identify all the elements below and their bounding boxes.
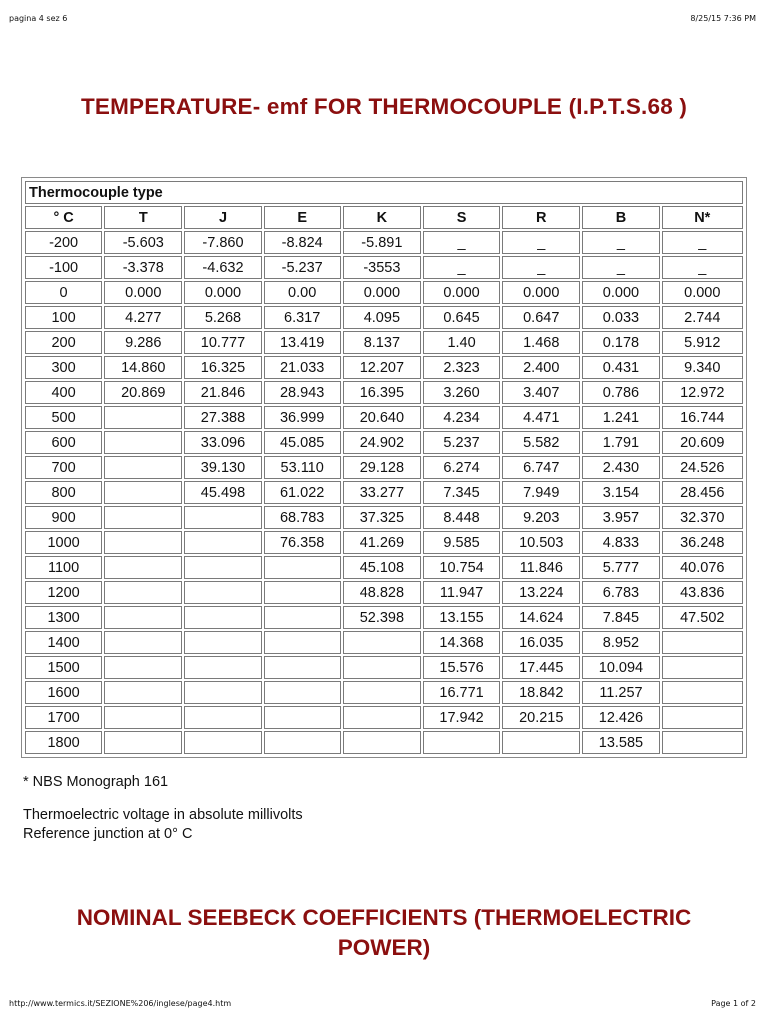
emf-cell: _: [502, 231, 580, 254]
emf-cell: 17.942: [423, 706, 500, 729]
emf-cell: -7.860: [184, 231, 261, 254]
emf-cell: 0.000: [582, 281, 659, 304]
emf-cell: [343, 706, 421, 729]
emf-cell: [184, 556, 261, 579]
emf-cell: 6.274: [423, 456, 500, 479]
emf-cell: 0.00: [264, 281, 341, 304]
temperature-cell: 400: [25, 381, 102, 404]
emf-cell: 33.096: [184, 431, 261, 454]
emf-cell: -5.891: [343, 231, 421, 254]
table-row: [25, 656, 743, 679]
temperature-cell: -100: [25, 256, 102, 279]
column-header: N*: [662, 206, 743, 229]
emf-cell: 40.076: [662, 556, 743, 579]
emf-cell: -3.378: [104, 256, 182, 279]
emf-cell: 9.340: [662, 356, 743, 379]
emf-cell: 0.033: [582, 306, 659, 329]
emf-cell: 5.582: [502, 431, 580, 454]
emf-cell: 0.000: [502, 281, 580, 304]
emf-cell: _: [423, 256, 500, 279]
temperature-cell: 1400: [25, 631, 102, 654]
emf-cell: 48.828: [343, 581, 421, 604]
emf-cell: [104, 681, 182, 704]
table-row: [25, 506, 743, 529]
emf-cell: -3553: [343, 256, 421, 279]
table-row: [25, 331, 743, 354]
emf-cell: [502, 731, 580, 754]
emf-table: [23, 179, 745, 756]
emf-cell: [343, 631, 421, 654]
emf-cell: 45.498: [184, 481, 261, 504]
column-header: T: [104, 206, 182, 229]
temperature-cell: 1100: [25, 556, 102, 579]
emf-cell: [264, 731, 341, 754]
emf-cell: 14.860: [104, 356, 182, 379]
emf-cell: [343, 656, 421, 679]
emf-cell: 1.468: [502, 331, 580, 354]
emf-cell: 5.268: [184, 306, 261, 329]
emf-cell: 45.108: [343, 556, 421, 579]
emf-cell: [104, 731, 182, 754]
emf-cell: 0.431: [582, 356, 659, 379]
emf-cell: 6.747: [502, 456, 580, 479]
emf-cell: 20.609: [662, 431, 743, 454]
emf-cell: 3.957: [582, 506, 659, 529]
emf-cell: 5.777: [582, 556, 659, 579]
emf-cell: [264, 631, 341, 654]
emf-cell: 10.503: [502, 531, 580, 554]
reference-note: Reference junction at 0° C: [23, 826, 193, 842]
emf-cell: [662, 731, 743, 754]
table-row: [25, 256, 743, 279]
emf-cell: 2.430: [582, 456, 659, 479]
emf-cell: 21.033: [264, 356, 341, 379]
emf-cell: 52.398: [343, 606, 421, 629]
emf-cell: [423, 731, 500, 754]
emf-cell: 8.448: [423, 506, 500, 529]
emf-cell: [343, 731, 421, 754]
emf-cell: 10.777: [184, 331, 261, 354]
emf-cell: 68.783: [264, 506, 341, 529]
emf-cell: 3.407: [502, 381, 580, 404]
table-row: [25, 356, 743, 379]
emf-cell: _: [582, 231, 659, 254]
emf-cell: 43.836: [662, 581, 743, 604]
emf-cell: [662, 631, 743, 654]
temperature-cell: 1600: [25, 681, 102, 704]
emf-cell: 20.640: [343, 406, 421, 429]
section-subtitle: [0, 903, 768, 963]
emf-cell: 16.744: [662, 406, 743, 429]
emf-cell: 24.526: [662, 456, 743, 479]
emf-cell: 16.395: [343, 381, 421, 404]
emf-cell: _: [662, 231, 743, 254]
temperature-cell: 1000: [25, 531, 102, 554]
table-caption: Thermocouple type: [25, 181, 743, 204]
emf-cell: 13.585: [582, 731, 659, 754]
emf-cell: [184, 581, 261, 604]
temperature-cell: 500: [25, 406, 102, 429]
emf-cell: 16.325: [184, 356, 261, 379]
emf-cell: 9.286: [104, 331, 182, 354]
emf-cell: 11.257: [582, 681, 659, 704]
temperature-cell: 1300: [25, 606, 102, 629]
emf-cell: [104, 531, 182, 554]
table-row: [25, 706, 743, 729]
footnote: * NBS Monograph 161: [23, 774, 169, 790]
emf-cell: [104, 506, 182, 529]
emf-cell: 12.207: [343, 356, 421, 379]
emf-cell: 4.095: [343, 306, 421, 329]
emf-cell: 14.624: [502, 606, 580, 629]
emf-cell: 6.317: [264, 306, 341, 329]
emf-cell: 0.000: [184, 281, 261, 304]
emf-cell: 16.771: [423, 681, 500, 704]
print-header-page-label: pagina 4 sez 6: [9, 14, 68, 23]
emf-cell: 0.786: [582, 381, 659, 404]
emf-cell: 10.754: [423, 556, 500, 579]
emf-cell: 4.471: [502, 406, 580, 429]
emf-cell: 5.237: [423, 431, 500, 454]
column-header: R: [502, 206, 580, 229]
emf-cell: 18.842: [502, 681, 580, 704]
emf-cell: [184, 706, 261, 729]
emf-cell: 4.833: [582, 531, 659, 554]
emf-cell: [264, 706, 341, 729]
emf-cell: [104, 481, 182, 504]
table-row: [25, 281, 743, 304]
emf-cell: 0.000: [423, 281, 500, 304]
column-header: B: [582, 206, 659, 229]
emf-cell: [104, 631, 182, 654]
table-row: [25, 581, 743, 604]
notes-block: [23, 773, 303, 844]
table-row: [25, 481, 743, 504]
print-header-datetime: 8/25/15 7:36 PM: [690, 14, 756, 23]
temperature-cell: 900: [25, 506, 102, 529]
temperature-cell: 100: [25, 306, 102, 329]
emf-cell: [264, 681, 341, 704]
emf-cell: 47.502: [662, 606, 743, 629]
emf-cell: 0.178: [582, 331, 659, 354]
temperature-cell: 1800: [25, 731, 102, 754]
column-header-row: [25, 206, 743, 229]
emf-cell: 61.022: [264, 481, 341, 504]
temperature-cell: 200: [25, 331, 102, 354]
table-row: [25, 381, 743, 404]
emf-cell: 11.947: [423, 581, 500, 604]
emf-cell: [184, 606, 261, 629]
temperature-cell: 0: [25, 281, 102, 304]
emf-cell: [184, 531, 261, 554]
emf-cell: 12.426: [582, 706, 659, 729]
emf-cell: 0.000: [662, 281, 743, 304]
emf-cell: 29.128: [343, 456, 421, 479]
temperature-cell: 700: [25, 456, 102, 479]
emf-cell: 2.323: [423, 356, 500, 379]
emf-cell: 1.40: [423, 331, 500, 354]
emf-cell: [184, 506, 261, 529]
emf-cell: [104, 556, 182, 579]
emf-cell: 7.345: [423, 481, 500, 504]
emf-cell: 32.370: [662, 506, 743, 529]
emf-cell: 20.215: [502, 706, 580, 729]
section-subtitle-line2: POWER): [337, 935, 431, 960]
emf-cell: [104, 656, 182, 679]
emf-cell: 27.388: [184, 406, 261, 429]
emf-cell: 5.912: [662, 331, 743, 354]
emf-cell: [662, 706, 743, 729]
table-row: [25, 556, 743, 579]
emf-cell: 8.952: [582, 631, 659, 654]
table-row: [25, 306, 743, 329]
emf-cell: 7.949: [502, 481, 580, 504]
print-footer-url: http://www.termics.it/SEZIONE%206/inglese/page4.htm: [9, 999, 232, 1008]
emf-cell: 41.269: [343, 531, 421, 554]
emf-cell: 13.155: [423, 606, 500, 629]
emf-cell: [184, 656, 261, 679]
temperature-cell: 1700: [25, 706, 102, 729]
emf-cell: 11.846: [502, 556, 580, 579]
emf-cell: 16.035: [502, 631, 580, 654]
table-row: [25, 456, 743, 479]
emf-cell: 14.368: [423, 631, 500, 654]
emf-cell: 0.000: [343, 281, 421, 304]
emf-cell: [104, 581, 182, 604]
emf-cell: 4.277: [104, 306, 182, 329]
emf-cell: 7.845: [582, 606, 659, 629]
emf-cell: [184, 731, 261, 754]
emf-cell: [264, 606, 341, 629]
emf-cell: [264, 656, 341, 679]
column-header: S: [423, 206, 500, 229]
print-footer-page-number: Page 1 of 2: [711, 999, 756, 1008]
emf-cell: 13.419: [264, 331, 341, 354]
emf-cell: 24.902: [343, 431, 421, 454]
emf-cell: 13.224: [502, 581, 580, 604]
column-header: ° C: [25, 206, 102, 229]
emf-cell: -5.237: [264, 256, 341, 279]
emf-cell: 10.094: [582, 656, 659, 679]
emf-cell: _: [423, 231, 500, 254]
emf-cell: [104, 406, 182, 429]
page-title: TEMPERATURE- emf FOR THERMOCOUPLE (I.P.T.S.68 ): [80, 94, 688, 119]
emf-cell: 9.203: [502, 506, 580, 529]
temperature-cell: 300: [25, 356, 102, 379]
emf-cell: -4.632: [184, 256, 261, 279]
temperature-cell: 600: [25, 431, 102, 454]
emf-cell: [104, 431, 182, 454]
emf-cell: 53.110: [264, 456, 341, 479]
emf-cell: 36.248: [662, 531, 743, 554]
table-caption-row: [25, 181, 743, 204]
column-header: E: [264, 206, 341, 229]
temperature-cell: -200: [25, 231, 102, 254]
emf-cell: 36.999: [264, 406, 341, 429]
emf-cell: 20.869: [104, 381, 182, 404]
table-row: [25, 606, 743, 629]
emf-cell: 15.576: [423, 656, 500, 679]
emf-cell: 4.234: [423, 406, 500, 429]
table-row: [25, 406, 743, 429]
emf-cell: [184, 631, 261, 654]
emf-cell: 1.241: [582, 406, 659, 429]
emf-cell: 8.137: [343, 331, 421, 354]
emf-cell: 28.456: [662, 481, 743, 504]
table-row: [25, 681, 743, 704]
emf-cell: 45.085: [264, 431, 341, 454]
emf-cell: -8.824: [264, 231, 341, 254]
emf-cell: 3.154: [582, 481, 659, 504]
emf-cell: 33.277: [343, 481, 421, 504]
emf-table-container: [21, 177, 747, 758]
column-header: J: [184, 206, 261, 229]
emf-cell: 28.943: [264, 381, 341, 404]
emf-cell: 2.744: [662, 306, 743, 329]
emf-cell: 17.445: [502, 656, 580, 679]
emf-cell: 21.846: [184, 381, 261, 404]
emf-cell: [264, 581, 341, 604]
emf-cell: 37.325: [343, 506, 421, 529]
emf-cell: 6.783: [582, 581, 659, 604]
emf-cell: 3.260: [423, 381, 500, 404]
table-row: [25, 431, 743, 454]
units-note: Thermoelectric voltage in absolute millivolts: [23, 807, 303, 823]
emf-cell: 76.358: [264, 531, 341, 554]
section-subtitle-line1: NOMINAL SEEBECK COEFFICIENTS (THERMOELECTRIC: [76, 905, 692, 930]
emf-cell: _: [502, 256, 580, 279]
temperature-cell: 1500: [25, 656, 102, 679]
temperature-cell: 800: [25, 481, 102, 504]
emf-cell: _: [582, 256, 659, 279]
table-row: [25, 231, 743, 254]
emf-cell: [662, 656, 743, 679]
emf-cell: 12.972: [662, 381, 743, 404]
emf-cell: [104, 706, 182, 729]
column-header: K: [343, 206, 421, 229]
emf-cell: _: [662, 256, 743, 279]
table-row: [25, 631, 743, 654]
emf-cell: [662, 681, 743, 704]
emf-cell: [264, 556, 341, 579]
table-row: [25, 531, 743, 554]
emf-cell: [184, 681, 261, 704]
emf-cell: 2.400: [502, 356, 580, 379]
emf-cell: 1.791: [582, 431, 659, 454]
emf-cell: 0.000: [104, 281, 182, 304]
emf-cell: 9.585: [423, 531, 500, 554]
emf-cell: -5.603: [104, 231, 182, 254]
emf-cell: 0.647: [502, 306, 580, 329]
emf-cell: [104, 606, 182, 629]
emf-cell: 0.645: [423, 306, 500, 329]
table-row: [25, 731, 743, 754]
emf-cell: 39.130: [184, 456, 261, 479]
emf-cell: [343, 681, 421, 704]
emf-cell: [104, 456, 182, 479]
temperature-cell: 1200: [25, 581, 102, 604]
